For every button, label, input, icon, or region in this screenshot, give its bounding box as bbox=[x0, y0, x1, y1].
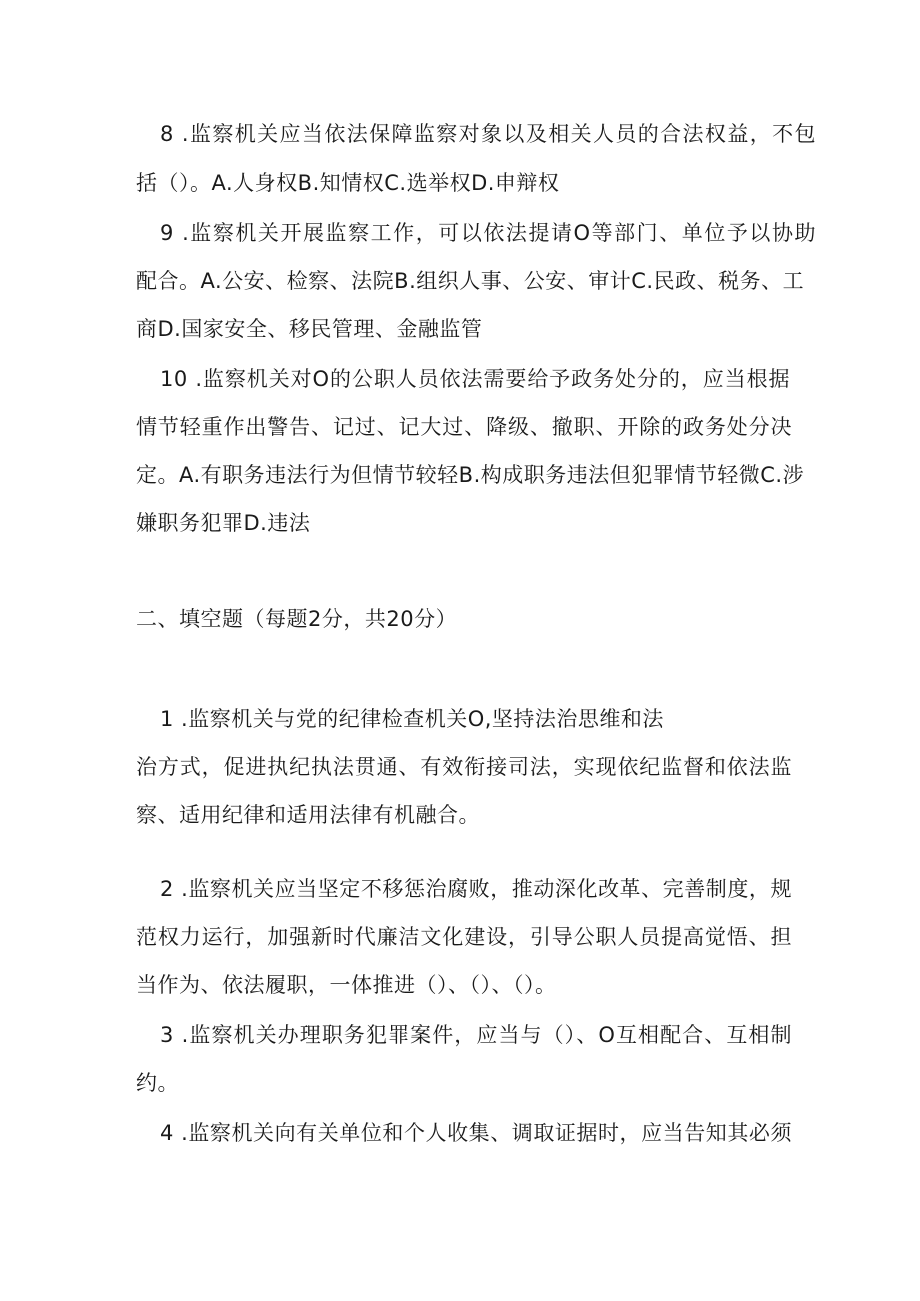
fill-question-2-line-2: 范权力运行，加强新时代廉洁文化建设，引导公职人员提高觉悟、担 bbox=[136, 925, 792, 949]
section-heading-fill-in: 二、填空题（每题2分，共20分） bbox=[136, 607, 458, 631]
question-10-line-3: 定。A.有职务违法行为但情节较轻B.构成职务违法但犯罪情节轻微C.涉 bbox=[136, 463, 805, 487]
question-8-line-1: 8 .监察机关应当依法保障监察对象以及相关人员的合法权益，不包 bbox=[160, 122, 816, 146]
question-10-line-1: 10 .监察机关对O的公职人员依法需要给予政务处分的，应当根据 bbox=[160, 367, 790, 391]
question-8-line-2: 括（）。A.人身权B.知情权C.选举权D.申辩权 bbox=[136, 171, 560, 195]
fill-question-2-line-1: 2 .监察机关应当坚定不移惩治腐败，推动深化改革、完善制度，规 bbox=[160, 877, 792, 901]
question-10-line-2: 情节轻重作出警告、记过、记大过、降级、撤职、开除的政务处分决 bbox=[136, 415, 792, 439]
fill-question-3-line-1: 3 .监察机关办理职务犯罪案件，应当与（）、O互相配合、互相制 bbox=[160, 1023, 792, 1047]
fill-question-1-line-3: 察、适用纪律和适用法律有机融合。 bbox=[136, 803, 480, 827]
fill-question-3-line-2: 约。 bbox=[136, 1071, 179, 1095]
question-9-line-2: 配合。A.公安、检察、法院B.组织人事、公安、审计C.民政、税务、工 bbox=[136, 269, 805, 293]
question-9-line-1: 9 .监察机关开展监察工作，可以依法提请O等部门、单位予以协助 bbox=[160, 221, 816, 245]
question-9-line-3: 商D.国家安全、移民管理、金融监管 bbox=[136, 317, 483, 341]
fill-question-1-line-2: 治方式，促进执纪执法贯通、有效衔接司法，实现依纪监督和依法监 bbox=[136, 755, 792, 779]
question-10-line-4: 嫌职务犯罪D.违法 bbox=[136, 511, 311, 535]
fill-question-4-line-1: 4 .监察机关向有关单位和个人收集、调取证据时，应当告知其必须 bbox=[160, 1121, 792, 1145]
fill-question-2-line-3: 当作为、依法履职，一体推进（）、（）、（）。 bbox=[136, 973, 557, 997]
fill-question-1-line-1: 1 .监察机关与党的纪律检查机关O,坚持法治思维和法 bbox=[160, 707, 664, 731]
